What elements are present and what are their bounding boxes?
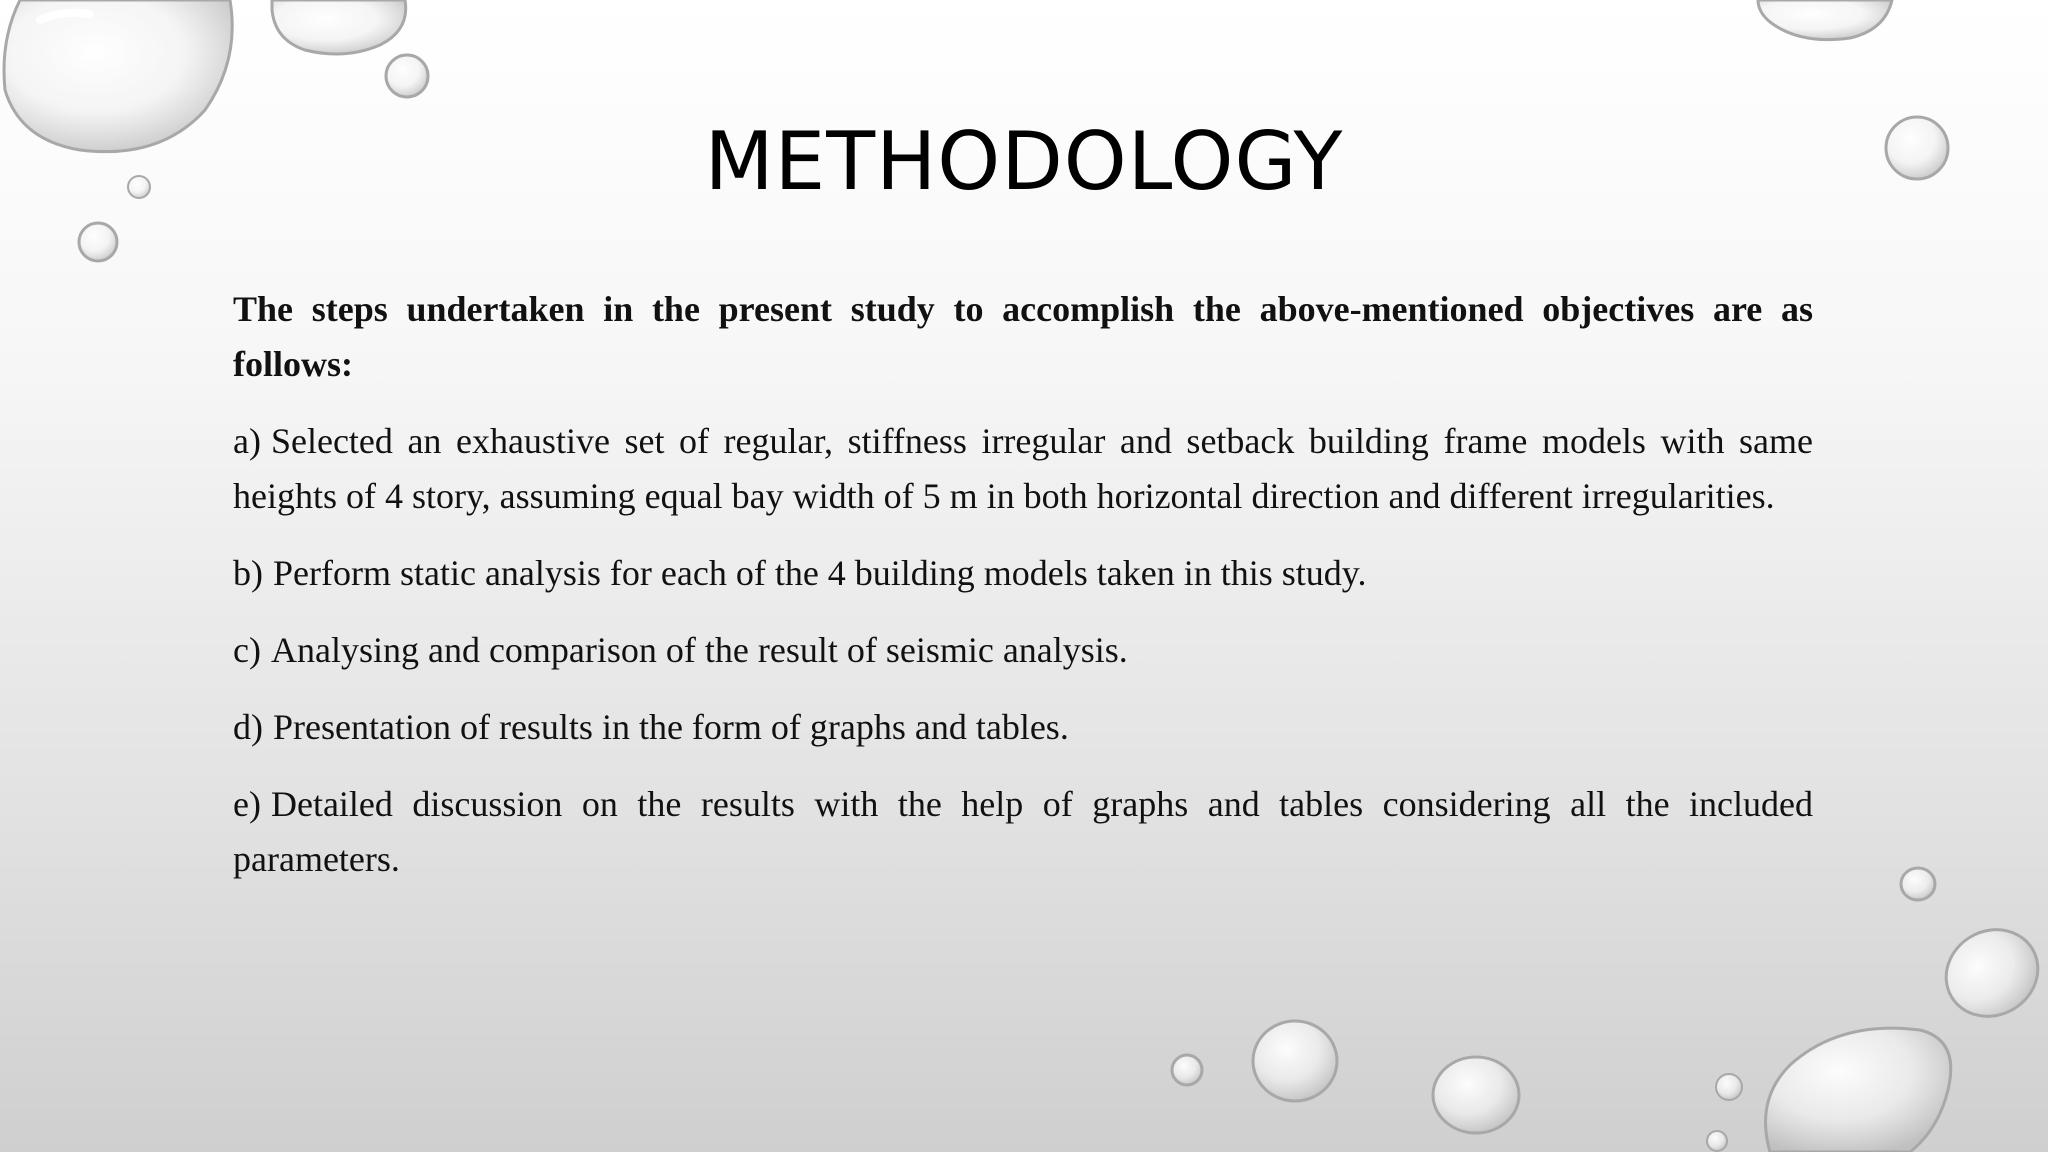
water-droplet-icon [1766, 1028, 1951, 1152]
step-letter: c) [233, 630, 261, 670]
step-letter: a) [233, 421, 261, 461]
step-text: Perform static analysis for each of the 4 building models taken in this study. [273, 553, 1367, 593]
step-letter: d) [233, 707, 263, 747]
step-text: Detailed discussion on the results with the help of graphs and tables considering all the included parameters. [233, 784, 1813, 879]
step-item-a [233, 414, 1813, 524]
water-droplet-icon [1253, 1021, 1337, 1101]
water-droplet-icon [386, 55, 428, 97]
water-droplet-icon [1901, 868, 1935, 900]
water-droplet-icon [1758, 0, 1892, 40]
water-droplet-icon [1930, 913, 2048, 1033]
water-droplet-icon [1433, 1057, 1519, 1133]
step-letter: b) [233, 553, 263, 593]
step-text: Presentation of results in the form of graphs and tables. [273, 707, 1069, 747]
water-droplet-icon [1172, 1055, 1202, 1085]
water-droplet-icon [1707, 1131, 1727, 1151]
step-item-b [233, 546, 1813, 601]
water-droplet-icon [79, 223, 117, 261]
slide-title: METHODOLOGY [704, 115, 1344, 208]
intro-paragraph: The steps undertaken in the present study to accomplish the above-mentioned objectives are as follows: [233, 289, 1813, 384]
slide-body [233, 282, 1813, 909]
water-droplet-icon [1716, 1074, 1742, 1100]
water-droplet-icon [272, 0, 406, 54]
step-text: Selected an exhaustive set of regular, stiffness irregular and setback building frame models with same heights of 4 story, assuming equal bay width of 5 m in both horizontal direction and different irregularities. [233, 421, 1813, 516]
step-item-d [233, 700, 1813, 755]
step-text: Analysing and comparison of the result of seismic analysis. [270, 630, 1128, 670]
step-letter: e) [233, 784, 261, 824]
step-item-e [233, 777, 1813, 887]
step-item-c [233, 623, 1813, 678]
